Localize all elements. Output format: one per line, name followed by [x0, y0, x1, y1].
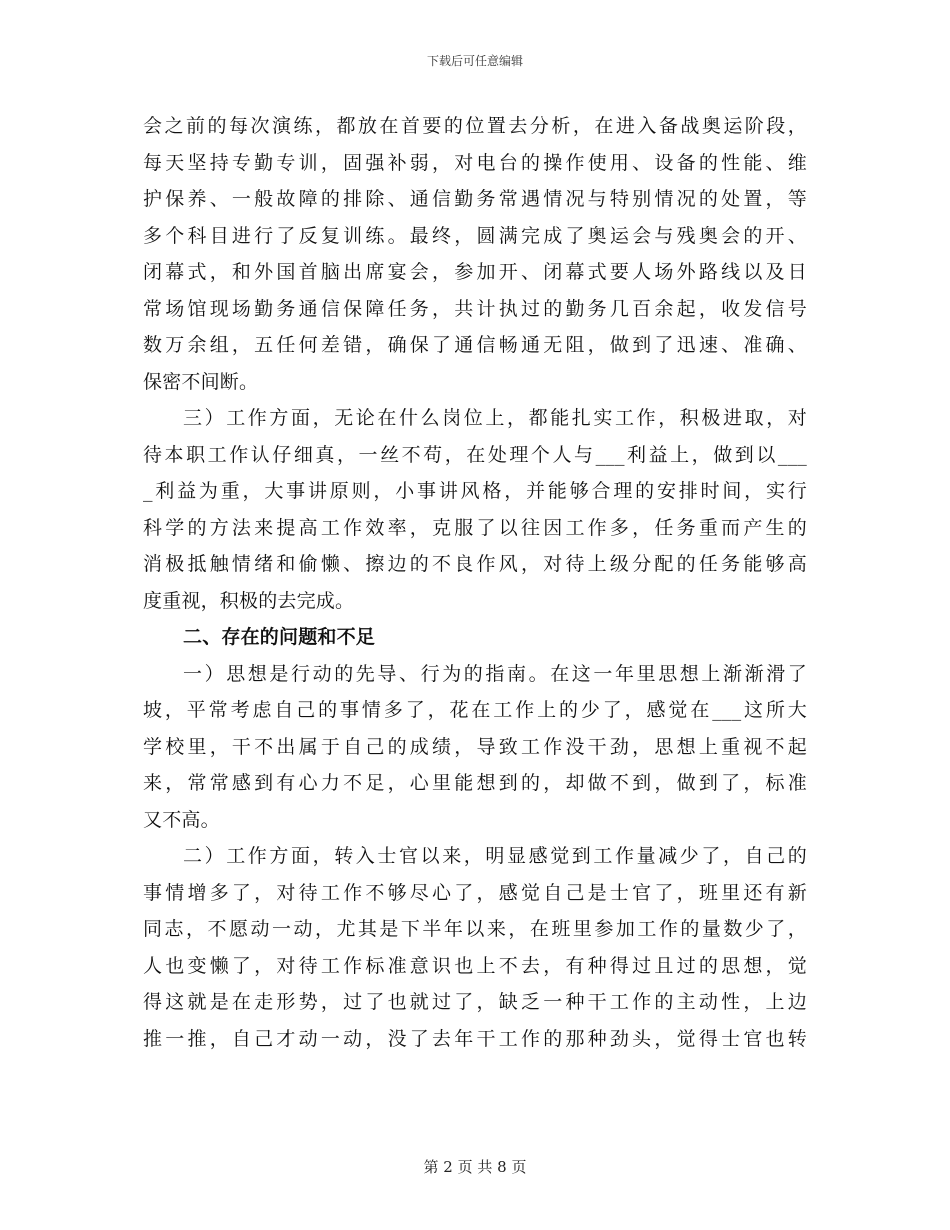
text-line: 人也变懒了，对待工作标准意识也上不去，有种得过且过的思想，觉: [143, 954, 807, 977]
text-line: 数万余组，五任何差错，确保了通信畅通无阻，做到了迅速、准确、: [143, 334, 807, 356]
paragraph-start-line: 三）工作方面，无论在什么岗位上，都能扎实工作，积极进取，对: [183, 407, 807, 429]
text-line: 待本职工作认仔细真，一丝不苟，在处理个人与___利益上，做到以___: [143, 443, 807, 466]
section-heading: 二、存在的问题和不足: [183, 626, 376, 648]
text-line: 又不高。: [143, 808, 220, 831]
text-line: _利益为重，大事讲原则，小事讲风格，并能够合理的安排时间，实行: [143, 480, 807, 502]
text-line: 科学的方法来提高工作效率，克服了以往因工作多，任务重而产生的: [143, 516, 807, 539]
page-header: 下载后可任意编辑: [426, 54, 523, 68]
text-line: 推一推，自己才动一动，没了去年干工作的那种劲头，觉得士官也转: [143, 1027, 807, 1050]
text-line: 同志，不愿动一动，尤其是下半年以来，在班里参加工作的量数少了，: [143, 918, 807, 940]
text-line: 事情增多了，对待工作不够尽心了，感觉自己是士官了，班里还有新: [143, 881, 807, 904]
text-line: 多个科目进行了反复训练。最终，圆满完成了奥运会与残奥会的开、: [143, 224, 807, 247]
text-line: 常场馆现场勤务通信保障任务，共计执过的勤务几百余起，收发信号: [143, 297, 807, 320]
text-line: 度重视，积极的去完成。: [143, 589, 355, 612]
text-line: 会之前的每次演练，都放在首要的位置去分析，在进入备战奥运阶段，: [143, 115, 807, 137]
text-line: 来，常常感到有心力不足，心里能想到的，却做不到，做到了，标准: [143, 772, 807, 794]
text-line: 每天坚持专勤专训，固强补弱，对电台的操作使用、设备的性能、维: [143, 151, 807, 174]
page-number: 第 2 页 共 8 页: [423, 1158, 527, 1176]
paragraph-start-line: 二）工作方面，转入士官以来，明显感觉到工作量减少了，自己的: [183, 845, 807, 867]
text-line: 学校里，干不出属于自己的成绩，导致工作没干劲，思想上重视不起: [143, 735, 807, 758]
text-line: 闭幕式，和外国首脑出席宴会，参加开、闭幕式要人场外路线以及日: [143, 261, 807, 283]
paragraph-start-line: 一）思想是行动的先导、行为的指南。在这一年里思想上渐渐滑了: [183, 662, 807, 685]
text-line: 坡，平常考虑自己的事情多了，花在工作上的少了，感觉在___这所大: [143, 699, 807, 721]
text-line: 护保养、一般故障的排除、通信勤务常遇情况与特别情况的处置，等: [143, 188, 807, 210]
text-line: 得这就是在走形势，过了也就过了，缺乏一种干工作的主动性，上边: [143, 991, 807, 1013]
document-body: [143, 108, 807, 1057]
text-line: 保密不间断。: [143, 370, 259, 393]
text-line: 消极抵触情绪和偷懒、擦边的不良作风，对待上级分配的任务能够高: [143, 553, 807, 575]
